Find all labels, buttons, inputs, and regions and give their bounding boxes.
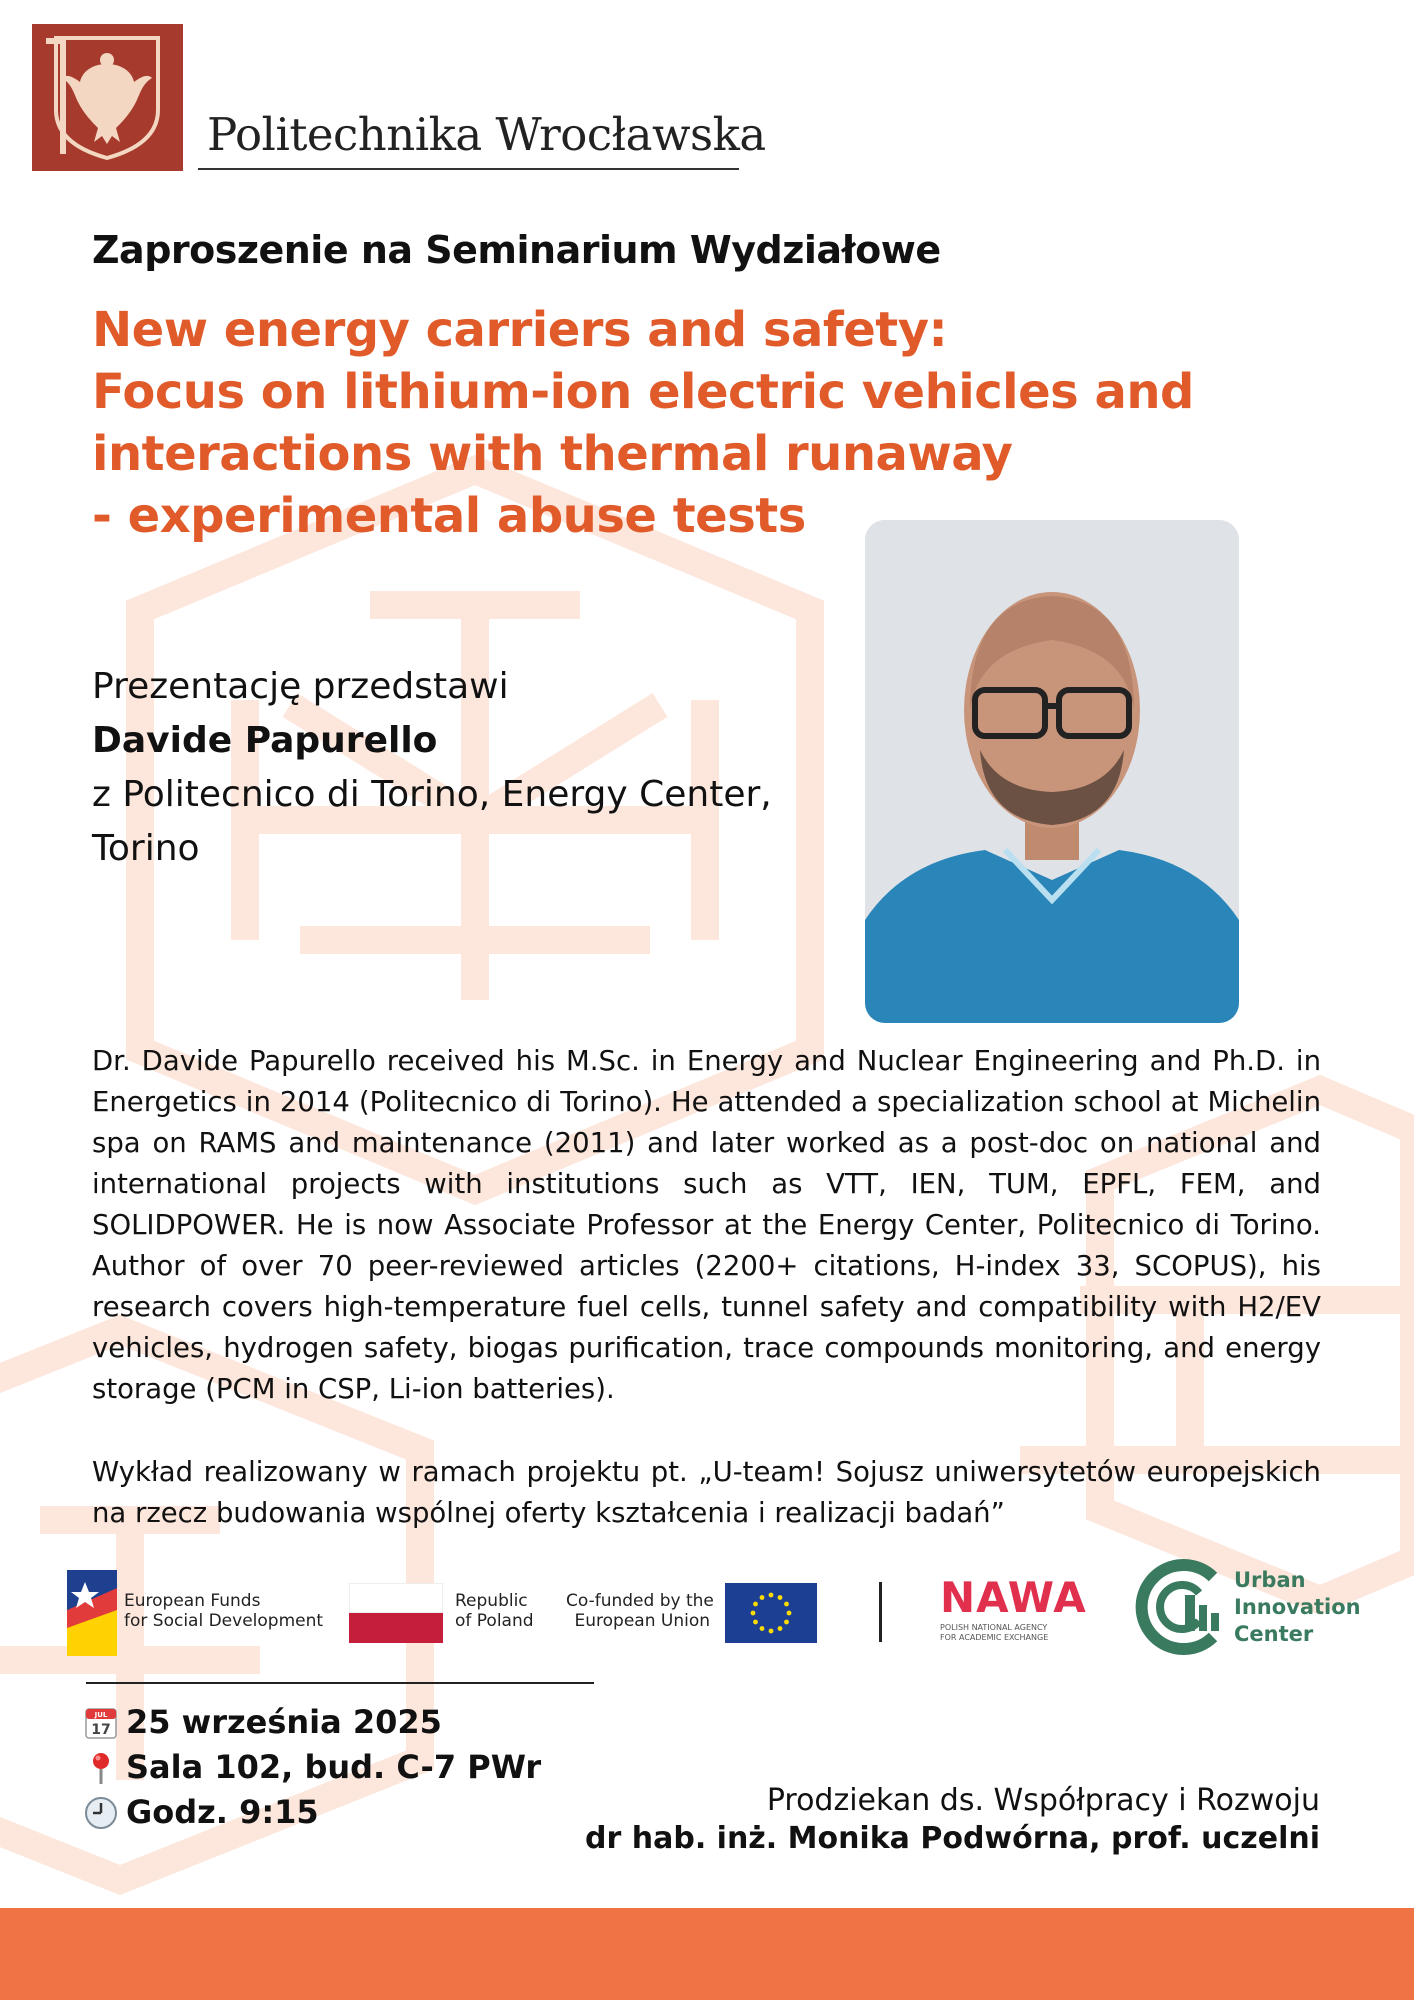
signature-block	[585, 1782, 1320, 1858]
poland-flag-icon	[349, 1583, 443, 1643]
uic-text: Urban Innovation Center	[1234, 1568, 1361, 1646]
poland-text: Republic of Poland	[455, 1591, 534, 1631]
eagle-crest-icon	[32, 24, 183, 171]
calendar-icon	[84, 1706, 118, 1740]
logos-divider	[879, 1582, 882, 1642]
calendar-day-label: 17	[91, 1721, 111, 1738]
university-name: Politechnika Wrocławska	[207, 108, 766, 161]
calendar-month-label: JUL	[94, 1710, 108, 1719]
urban-innovation-center-icon	[1129, 1555, 1229, 1659]
portrait-image	[865, 520, 1239, 1023]
seminar-title	[92, 299, 1242, 547]
event-rule	[86, 1682, 594, 1684]
title-line: interactions with thermal runaway	[92, 426, 1013, 482]
university-crest	[32, 24, 183, 171]
event-place-row	[84, 1745, 541, 1790]
eu-flag-icon	[725, 1583, 817, 1643]
nawa-logo: NAWA	[940, 1573, 1087, 1622]
event-time-row	[84, 1790, 541, 1835]
presenter-intro: Prezentację przedstawi	[92, 666, 509, 707]
clock-icon	[84, 1796, 118, 1830]
presenter-affiliation: z Politecnico di Torino, Energy Center,	[92, 774, 772, 815]
signature-name: dr hab. inż. Monika Podwórna, prof. uczelni	[585, 1821, 1320, 1856]
header-rule	[198, 168, 739, 170]
eu-text: Co-funded by the European Union	[566, 1591, 714, 1631]
presenter-photo	[865, 520, 1239, 1023]
presenter-name: Davide Papurello	[92, 720, 438, 761]
invite-heading: Zaproszenie na Seminarium Wydziałowe	[92, 228, 941, 272]
event-date-row	[84, 1700, 541, 1745]
european-funds-icon	[67, 1570, 117, 1656]
presenter-bio: Dr. Davide Papurello received his M.Sc. in Energy and Nuclear Engineering and Ph.D. in Energetics in 2014 (Politecnico di Torino). He attended a specialization school at Michelin spa on RAMS and maintenance (2011) and later worked as a post-doc on national and international projects with institutions such as VTT, IEN, TUM, EPFL, FEM, and SOLIDPOWER. He is now Associate Professor at the Energy Center, Politecnico di Torino. Author of over 70 peer-reviewed articles (2200+ citations, H-index 33, SCOPUS), his research covers high-temperature fuel cells, tunnel safety and compatibility with H2/EV vehicles, hydrogen safety, biogas purification, trace compounds monitoring, and energy storage (PCM in CSP, Li-ion batteries).	[92, 1045, 1321, 1405]
event-time: Godz. 9:15	[126, 1793, 319, 1831]
event-details	[84, 1700, 541, 1835]
location-pin-icon	[84, 1751, 118, 1785]
title-line: - experimental abuse tests	[92, 488, 806, 544]
event-place: Sala 102, bud. C-7 PWr	[126, 1748, 542, 1786]
project-note: Wykład realizowany w ramach projektu pt. „U-team! Sojusz uniwersytetów europejskich na rzecz budowania wspólnej oferty kształcenia i realizacji badań”	[92, 1456, 1321, 1529]
presenter-city: Torino	[92, 828, 200, 869]
title-line: Focus on lithium-ion electric vehicles and	[92, 364, 1194, 420]
title-line: New energy carriers and safety:	[92, 302, 948, 358]
signature-role: Prodziekan ds. Współpracy i Rozwoju	[766, 1783, 1320, 1818]
nawa-subtitle: POLISH NATIONAL AGENCY FOR ACADEMIC EXCHANGE	[940, 1623, 1049, 1642]
funding-logos	[64, 1555, 1361, 1665]
footer-bar	[0, 1908, 1414, 2000]
efsd-text: European Funds for Social Development	[124, 1591, 324, 1631]
presenter-block	[92, 660, 772, 876]
event-date: 25 września 2025	[126, 1703, 442, 1741]
